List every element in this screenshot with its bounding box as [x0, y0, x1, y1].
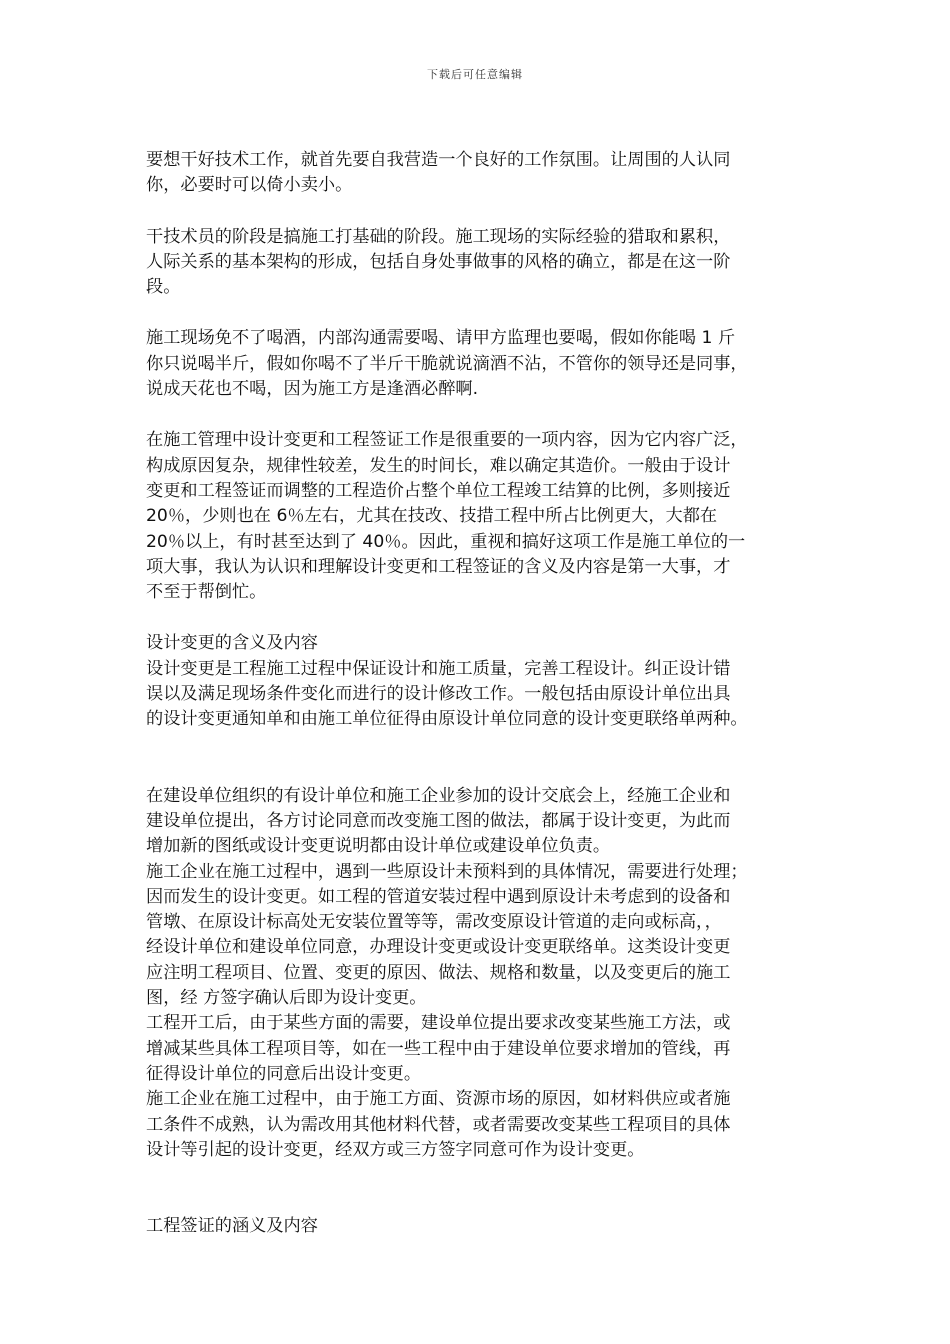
text-line: 工程开工后，由于某些方面的需要，建设单位提出要求改变某些施工方法，或: [146, 1013, 731, 1034]
text-line: 人际关系的基本架构的形成，包括自身处事做事的风格的确立，都是在这一阶: [146, 251, 731, 272]
page-header: 下载后可任意编辑: [427, 68, 523, 81]
text-line: 你只说喝半斤，假如你喝不了半斤干脆就说滴酒不沾，不管你的领导还是同事，: [146, 353, 748, 374]
text-line: 设计变更是工程施工过程中保证设计和施工质量，完善工程设计。纠正设计错: [146, 658, 731, 679]
text-line: 增加新的图纸或设计变更说明都由设计单位或建设单位负责。: [146, 836, 611, 857]
paragraph-1: [146, 148, 816, 199]
text-line: 在施工管理中设计变更和工程签证工作是很重要的一项内容，因为它内容广泛，: [146, 430, 748, 451]
text-line: 图，经 方签字确认后即为设计变更。: [146, 988, 427, 1009]
text-line: 施工现场免不了喝酒，内部沟通需要喝、请甲方监理也要喝，假如你能喝 1 斤: [146, 328, 736, 349]
text-line: 不至于帮倒忙。: [146, 582, 267, 603]
paragraph-design-change-cases: [146, 784, 816, 1163]
section-design-change: [146, 631, 816, 732]
text-line: 你，必要时可以倚小卖小。: [146, 175, 353, 196]
text-line: 20％以上，有时甚至达到了 40％。因此，重视和搞好这项工作是施工单位的一: [146, 531, 746, 552]
text-line: 段。: [146, 277, 181, 298]
text-line: 应注明工程项目、位置、变更的原因、做法、规格和数量，以及变更后的施工: [146, 962, 731, 983]
document-body: [146, 148, 816, 1239]
text-line: 项大事，我认为认识和理解设计变更和工程签证的含义及内容是第一大事，才: [146, 556, 731, 577]
text-line: 设计等引起的设计变更，经双方或三方签字同意可作为设计变更。: [146, 1139, 645, 1160]
text-line: 增减某些具体工程项目等，如在一些工程中由于建设单位要求增加的管线，再: [146, 1038, 731, 1059]
text-line: 说成天花也不喝，因为施工方是逢酒必醉啊.: [146, 379, 479, 400]
text-line: 施工企业在施工过程中，遇到一些原设计未预料到的具体情况，需要进行处理；: [146, 861, 748, 882]
text-line: 征得设计单位的同意后出设计变更。: [146, 1063, 422, 1084]
text-line: 要想干好技术工作，就首先要自我营造一个良好的工作氛围。让周围的人认同: [146, 150, 731, 170]
text-line: 建设单位提出，各方讨论同意而改变施工图的做法，都属于设计变更，为此而: [146, 810, 731, 831]
text-line: 干技术员的阶段是搞施工打基础的阶段。施工现场的实际经验的猎取和累积，: [146, 226, 731, 247]
section-engineering-visa: [146, 1214, 816, 1239]
text-line: 误以及满足现场条件变化而进行的设计修改工作。一般包括由原设计单位出具: [146, 684, 731, 705]
text-line: 构成原因复杂，规律性较差，发生的时间长，难以确定其造价。一般由于设计: [146, 455, 731, 476]
paragraph-2: [146, 225, 816, 301]
paragraph-4: [146, 428, 816, 605]
text-line: 经设计单位和建设单位同意，办理设计变更或设计变更联络单。这类设计变更: [146, 937, 731, 958]
text-line: 变更和工程签证而调整的工程造价占整个单位工程竣工结算的比例，多则接近: [146, 480, 731, 501]
text-line: 因而发生的设计变更。如工程的管道安装过程中遇到原设计未考虑到的设备和: [146, 886, 731, 907]
text-line: 工条件不成熟，认为需改用其他材料代替，或者需要改变某些工程项目的具体: [146, 1114, 731, 1135]
text-line: 20％，少则也在 6％左右，尤其在技改、技措工程中所占比例更大，大都在: [146, 506, 718, 527]
paragraph-3: [146, 326, 816, 402]
text-line: 管墩、在原设计标高处无安装位置等等，需改变原设计管道的走向或标高，，: [146, 912, 722, 933]
section-heading: 工程签证的涵义及内容: [146, 1216, 318, 1237]
section-heading: 设计变更的含义及内容: [146, 633, 318, 654]
text-line: 在建设单位组织的有设计单位和施工企业参加的设计交底会上，经施工企业和: [146, 785, 731, 806]
text-line: 施工企业在施工过程中，由于施工方面、资源市场的原因，如材料供应或者施: [146, 1089, 731, 1110]
text-line: 的设计变更通知单和由施工单位征得由原设计单位同意的设计变更联络单两种。: [146, 709, 748, 730]
